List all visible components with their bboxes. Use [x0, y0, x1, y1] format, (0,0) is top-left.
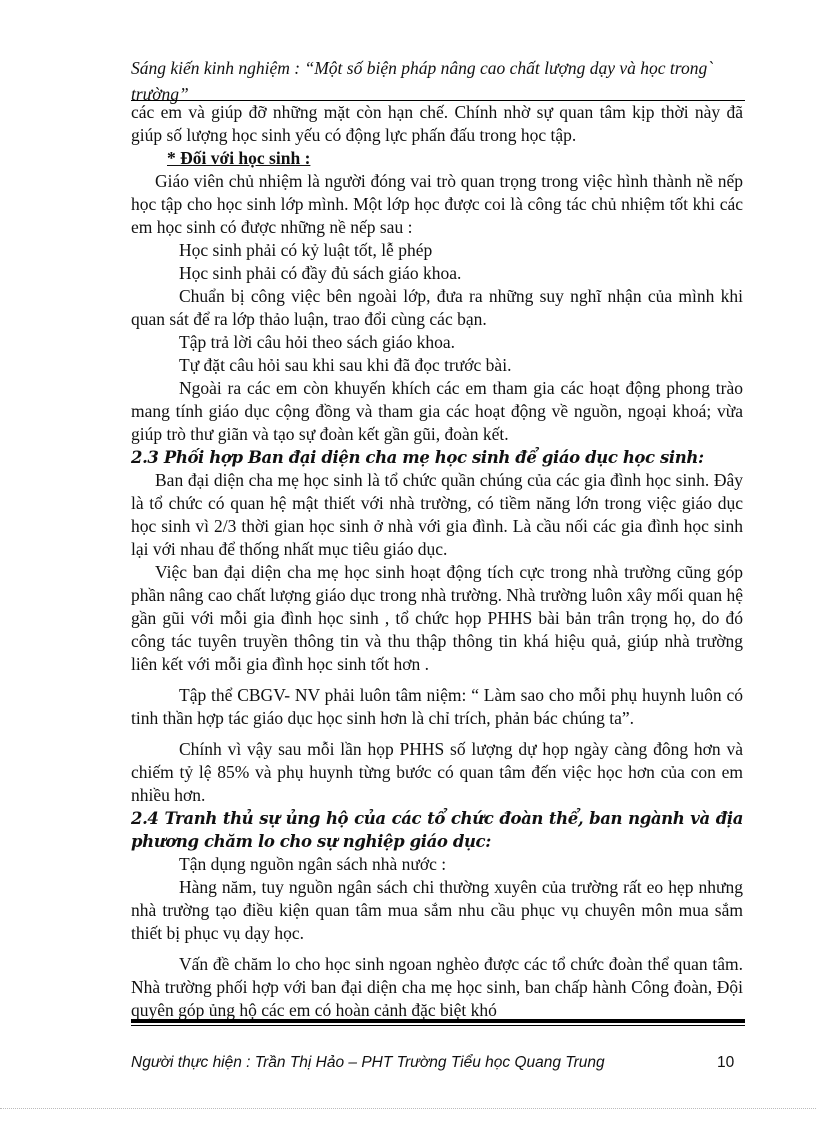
paragraph: Tận dụng nguồn ngân sách nhà nước :	[179, 854, 447, 874]
paragraph: các em và giúp đỡ những mặt còn hạn chế. Chính nhờ sự quan tâm kịp thời này đã giúp số lượng học sinh yếu có động lực phấn đấu trong học tập.	[131, 102, 743, 145]
paragraph: Giáo viên chủ nhiệm là người đóng vai trò quan trọng trong việc hình thành nề nếp học tập cho học sinh lớp mình. Một lớp học được coi là công tác chủ nhiệm tốt khi các em học sinh có được những nề nếp sau :	[131, 171, 743, 237]
section-heading: 2.4 Tranh thủ sự ủng hộ của các tổ chức đoàn thể, ban ngành và địa phương chăm lo cho sự nghiệp giáo dục:	[131, 809, 743, 851]
paragraph: Tập thể CBGV- NV phải luôn tâm niệm: “ Làm sao cho mỗi phụ huynh luôn có tinh thần hợp tác giáo dục học sinh hơn là chỉ trích, phản bác chúng ta”.	[131, 685, 743, 728]
paragraph: Ban đại diện cha mẹ học sinh là tổ chức quần chúng của các gia đình học sinh. Đây là tổ chức có quan hệ mật thiết với nhà trường, có tiềm năng lớn trong việc giáo dục học sinh vì 2/3 thời gian học sinh ở nhà với gia đình. Là cầu nối các gia đình học sinh lại với nhau để thống nhất mục tiêu giáo dục.	[131, 470, 743, 559]
page-number: 10	[717, 1054, 735, 1071]
paragraph: Ngoài ra các em còn khuyến khích các em tham gia các hoạt động phong trào mang tính giáo dục cộng đồng và tham gia các hoạt động về nguồn, ngoại khoá; vừa giúp trò thư giãn và tạo sự đoàn kết gần gũi, đoàn kết.	[131, 378, 743, 444]
paragraph: Học sinh phải có kỷ luật tốt, lễ phép	[179, 240, 433, 260]
paragraph: Học sinh phải có đầy đủ sách giáo khoa.	[179, 263, 462, 283]
sub-heading: * Đối với học sinh :	[167, 148, 311, 168]
paragraph: Tự đặt câu hỏi sau khi sau khi đã đọc trước bài.	[179, 355, 512, 375]
paragraph: Chuẩn bị công việc bên ngoài lớp, đưa ra những suy nghĩ nhận của mình khi quan sát để ra lớp thảo luận, trao đổi cùng các bạn.	[131, 286, 743, 329]
paragraph: Việc ban đại diện cha mẹ học sinh hoạt động tích cực trong nhà trường cũng góp phần nâng cao chất lượng giáo dục trong nhà trường. Nhà trường luôn xây mối quan hệ gần gũi với mỗi gia đình học sinh , tổ chức họp PHHS bài bản trân trọng họ, do đó công tác tuyên truyền thông tin và thu thập thông tin khá hiệu quả, giúp nhà trường liên kết với mỗi gia đình học sinh tốt hơn .	[131, 562, 743, 674]
paragraph: Vấn đề chăm lo cho học sinh ngoan nghèo được các tổ chức đoàn thể quan tâm. Nhà trường phối hợp với ban đại diện cha mẹ học sinh, ban chấp hành Công đoàn, Đội quyên góp ủng hộ các em có hoàn cảnh đặc biệt khó	[131, 954, 743, 1020]
section-heading: 2.3 Phối hợp Ban đại diện cha mẹ học sinh để giáo dục học sinh:	[131, 448, 704, 467]
footer-rule-thick	[131, 1019, 745, 1023]
paragraph: Chính vì vậy sau mỗi lần họp PHHS số lượng dự họp ngày càng đông hơn và chiếm tỷ lệ 85% và phụ huynh từng bước có quan tâm đến việc học hơn của con em nhiều hơn.	[131, 739, 743, 805]
page-edge-dotted-line	[0, 1108, 816, 1109]
footer-rule-thin	[131, 1025, 745, 1026]
document-body	[131, 101, 743, 1022]
page-header: Sáng kiến kinh nghiệm : “Một số biện pháp nâng cao chất lượng dạy và học trong` trường”	[131, 58, 714, 104]
paragraph: Hàng năm, tuy nguồn ngân sách chi thường xuyên của trường rất eo hẹp nhưng nhà trường tạo điều kiện quan tâm mua sắm nhu cầu phục vụ chuyên môn mua sắm thiết bị phục vụ dạy học.	[131, 877, 743, 943]
footer-author: Người thực hiện : Trần Thị Hảo – PHT Trường Tiểu học Quang Trung	[131, 1054, 605, 1071]
paragraph: Tập trả lời câu hỏi theo sách giáo khoa.	[179, 332, 456, 352]
